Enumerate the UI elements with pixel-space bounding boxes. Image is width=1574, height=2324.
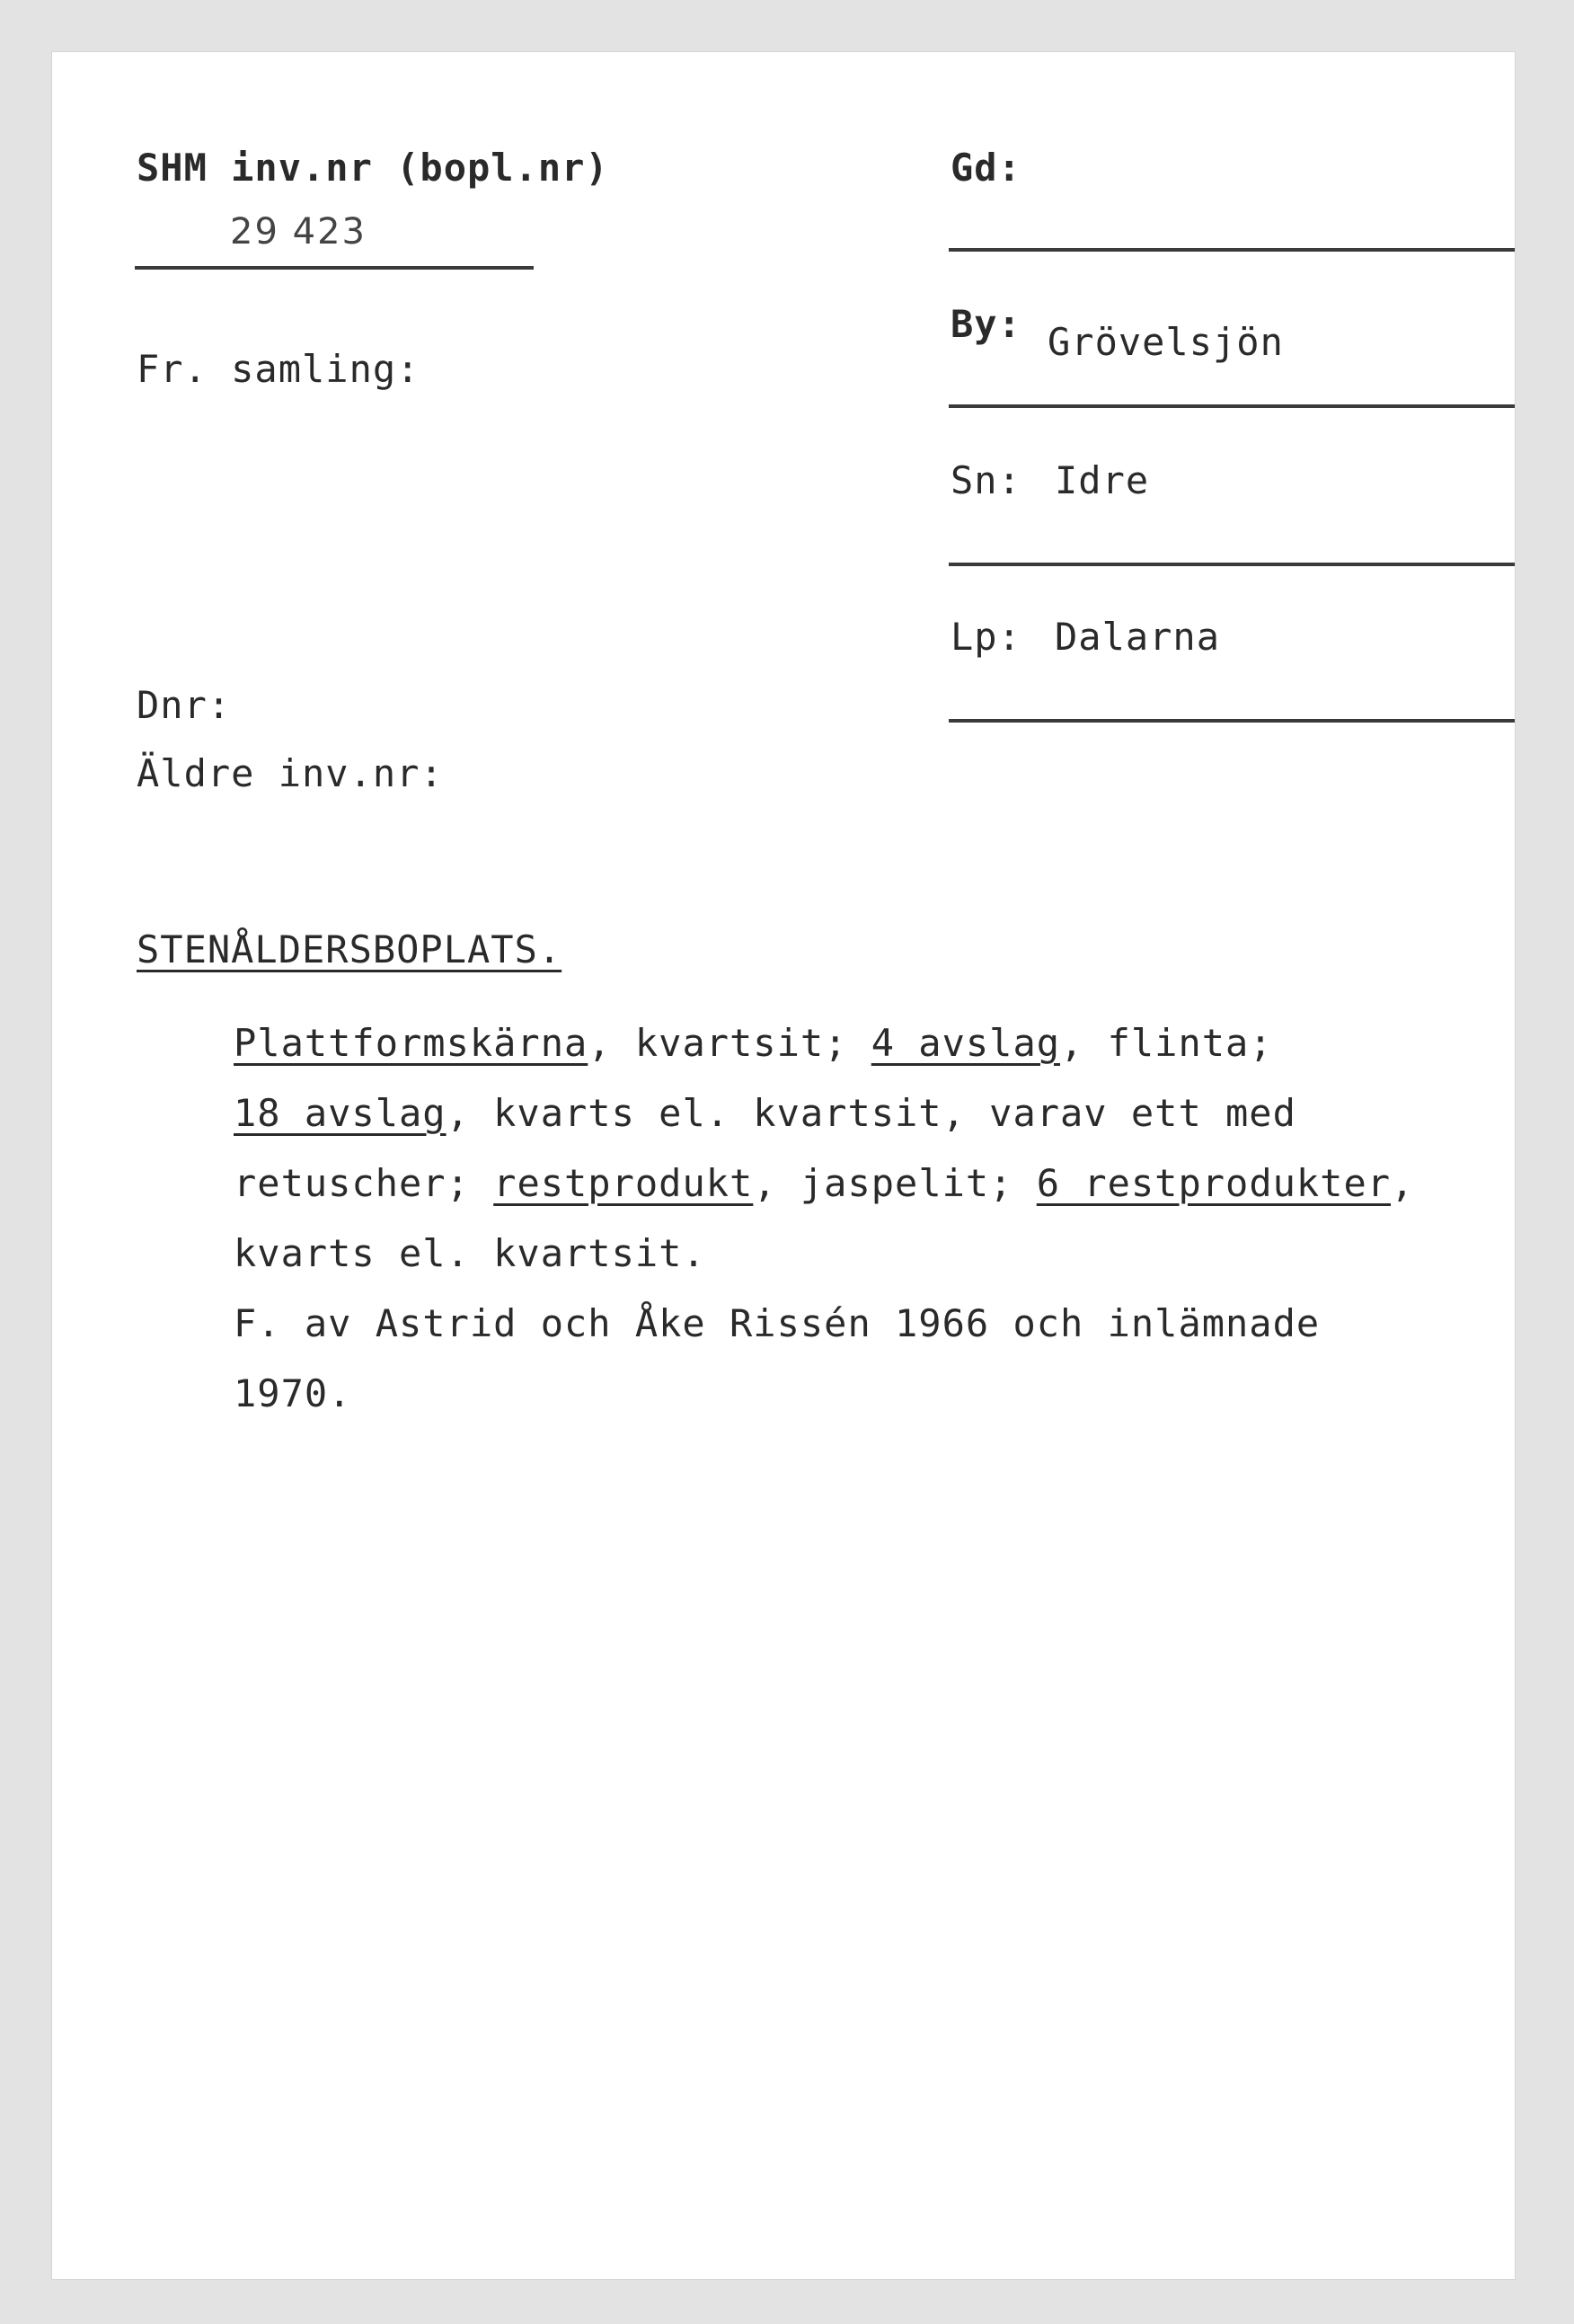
gd-rule [949,248,1515,252]
inv-number: 29 423 [230,211,367,253]
by-label: By: [951,302,1021,346]
site-heading: STENÅLDERSBOPLATS. [137,927,562,971]
body-text: , jaspelit; [753,1161,1037,1205]
inv-number-rule [135,266,534,270]
body-text: , flinta; [1060,1021,1273,1065]
catalog-card [52,52,1515,2279]
body-line-3 [234,1161,1415,1205]
find-platform-core: Plattformskärna [234,1021,588,1065]
dnr-label: Dnr: [137,683,232,727]
body-line-6: 1970. [234,1371,352,1415]
body-text: , kvarts el. kvartsit, varav ett med [446,1091,1296,1135]
sn-label: Sn: [951,458,1021,502]
body-line-4: kvarts el. kvartsit. [234,1231,706,1275]
lp-label: Lp: [951,615,1021,659]
body-line-5: F. av Astrid och Åke Rissén 1966 och inlämnade [234,1301,1321,1345]
sn-rule [949,563,1515,566]
find-flakes-quartz: 18 avslag [234,1091,447,1135]
body-text: retuscher; [234,1161,494,1205]
by-value: Grövelsjön [1048,320,1284,364]
body-text: , kvartsit; [588,1021,871,1065]
body-text: , [1391,1161,1415,1205]
find-residual-product: restprodukt [493,1161,754,1205]
sn-value: Idre [1055,458,1150,502]
body-line-1 [234,1021,1273,1065]
lp-value: Dalarna [1055,615,1221,659]
find-residual-products: 6 restprodukter [1036,1161,1392,1205]
gd-label: Gd: [951,146,1021,190]
fr-samling-label: Fr. samling: [137,347,420,391]
find-flakes-flint: 4 avslag [871,1021,1061,1065]
by-rule [949,404,1515,408]
aldre-inv-label: Äldre inv.nr: [137,751,444,795]
inv-label: SHM inv.nr (bopl.nr) [137,146,609,190]
body-line-2 [234,1091,1296,1135]
lp-rule [949,719,1515,723]
